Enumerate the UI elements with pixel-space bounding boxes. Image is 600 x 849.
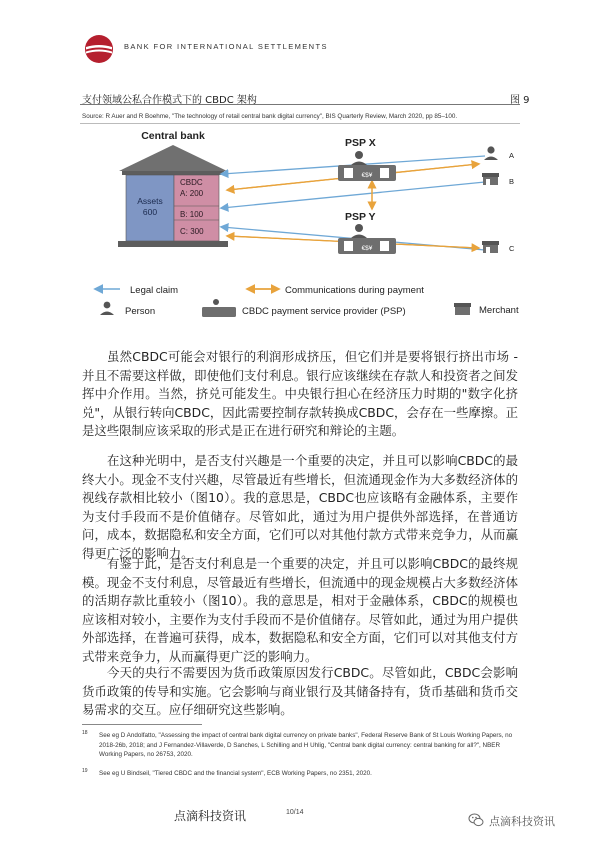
cbdc-c-value: C: 300 <box>180 227 204 236</box>
person-a-icon <box>484 146 498 160</box>
legend-person: Person <box>125 306 156 317</box>
legend-merchant: Merchant <box>479 305 519 316</box>
cbdc-label: CBDC <box>180 178 203 187</box>
bis-logo-icon <box>84 34 114 64</box>
figure-title: 支付领域公私合作模式下的 CBDC 架构 <box>82 95 257 106</box>
user-a-label: A <box>509 151 515 160</box>
cbdc-architecture-diagram <box>80 124 520 334</box>
footnote-text: See eg U Bindseil, "Tiered CBDC and the financial system", ECB Working Papers, no 2351, 2020. <box>99 770 372 777</box>
footer-source-name: 点滴科技资讯 <box>174 809 247 823</box>
page-number: 10/14 <box>286 809 304 816</box>
footnote-text: See eg D Andolfatto, "Assessing the impact of central bank digital currency on private banks", Federal Reserve Bank of St Louis Working Papers, no 2018-26b, 2018; and J Fernandez-Villaverde, D Sanches, L Schilling and H Uhlig, "Central bank digital currency: central banking for all?", NBER Working Papers, no 26753, 2020. <box>99 732 513 758</box>
footnote-19 <box>82 769 522 779</box>
wechat-icon <box>468 812 484 828</box>
legend-psp-icon <box>202 299 236 317</box>
legend <box>96 285 519 317</box>
psp-x-currency: €$¥ <box>361 172 373 179</box>
legend-person-icon <box>104 302 111 309</box>
header-org-name: BANK FOR INTERNATIONAL SETTLEMENTS <box>124 42 328 51</box>
figure-number: 图 9 <box>510 95 530 106</box>
legend-merchant-icon <box>454 303 471 315</box>
body-paragraph-4: 今天的央行不需要因为货币政策原因发行CBDC。尽管如此，CBDC会影响货币政策的传导和实施。它会影响与商业银行及其储备持有，货币基础和货币交易需求的交互。应仔细研究这些影响。 <box>82 665 518 717</box>
assets-value: 600 <box>142 207 158 217</box>
central-bank-label: Central bank <box>141 130 205 142</box>
merchant-c-icon <box>482 241 499 253</box>
psp-y-currency: €$¥ <box>361 245 373 252</box>
cbdc-b-value: B: 100 <box>180 210 204 219</box>
legend-communications: Communications during payment <box>285 285 424 296</box>
assets-label: Assets <box>137 196 163 206</box>
footnote-18 <box>82 731 522 760</box>
figure-source: Source: R Auer and R Boehme, "The technology of retail central bank digital currency", BIS Quarterly Review, March 2020, pp 85–100. <box>82 113 458 120</box>
footnote-mark: 19 <box>82 768 88 774</box>
psp-x-node <box>338 137 396 181</box>
footnote-mark: 18 <box>82 730 88 736</box>
legend-psp: CBDC payment service provider (PSP) <box>242 306 406 317</box>
psp-y-node <box>338 211 396 254</box>
psp-y-label: PSP Y <box>345 211 376 223</box>
central-bank-building <box>118 130 228 247</box>
psp-x-label: PSP X <box>345 137 376 149</box>
user-c-label: C <box>509 244 515 253</box>
legend-legal-claim: Legal claim <box>130 285 179 296</box>
divider <box>80 104 520 105</box>
body-paragraph-2: 在这种光明中，是否支付兴趣是一个重要的决定，并且可以影响CBDC的最终大小。现金不支付兴趣，尽管最近有些增长，但流通现金作为大多数经济体的视线存款相比较小（图10）。我的意思是，CBDC也应该略有金融体系，主要作为支付手段而不是价值储存。尽管如此，通过为用户提供外部选择，在普通访问，成本，数据隐私和安全方面，它们可以对其他付款方式带来竞争力，从而赢得更广泛的影响力。 <box>82 453 518 561</box>
body-paragraph-3: 有鉴于此，是否支付利息是一个重要的决定，并且可以影响CBDC的最终规模。现金不支付利息，尽管最近有些增长，但流通中的现金规模占大多数经济体的活期存款比重较小（图10）。我的意思是，相对于金融体系，CBDC的规模也应该相对较小，主要作为支付手段而不是价值储存。尽管如此，通过为用户提供外部选择，在普遍可获得，成本，数据隐私和安全方面，它们可以对其他支付方式带来竞争力，从而赢得更广泛的影响力。 <box>82 556 518 664</box>
body-paragraph-1: 虽然CBDC可能会对银行的利润形成挤压，但它们并是要将银行挤出市场 - 并且不需要这样做，即使他们支付利息。银行应该继续在存款人和投资者之间发挥中介作用。当然，挤兑可能发生。中央银行担心在经济压力时期的"数字化挤兑"，从银行转向CBDC，因此需要控制存款转换成CBDC，会存在一些摩擦。正是这些限制应该采取的形式是正在进行研究和辩论的主题。 <box>82 349 518 438</box>
user-b-label: B <box>509 177 515 186</box>
merchant-b-icon <box>482 173 499 185</box>
cbdc-a-value: A: 200 <box>180 189 204 198</box>
footnote-divider <box>82 724 202 725</box>
footer-watermark-name: 点滴科技资讯 <box>489 815 555 828</box>
